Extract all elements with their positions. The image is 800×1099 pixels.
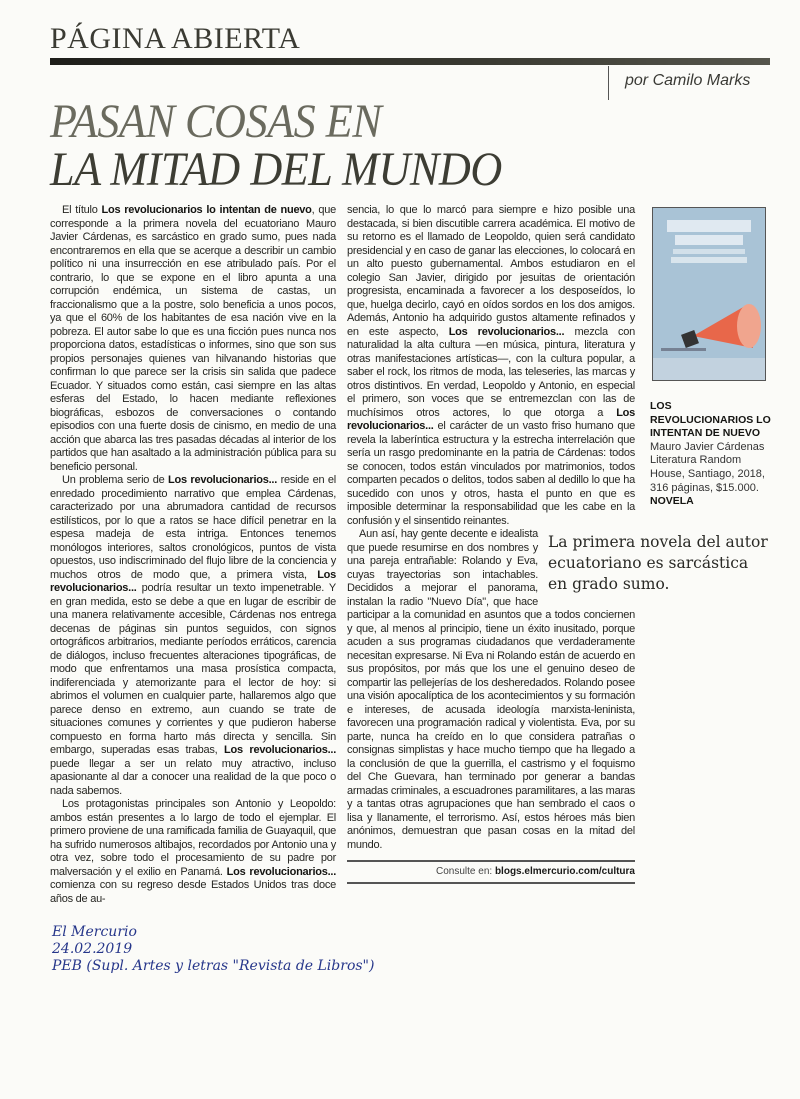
paragraph-text: podría resultar un texto impenetrable. Y en gran medida, esto se debe a que en lugar de escribir de una manera relativamente accesible, Cárdenas nos entrega decenas de páginas sin puntos seguidos, con signos ortográficos arbitrarios, mediante períodos erráticos, carencia de diálogos, incluso frecuentes alteraciones tipográficas, de modo que enfrentamos una masa prosística compacta, indiferenciada y atemorizante para el lector de hoy: si abrimos el volumen en cualquier parte, hallaremos algo que parece denso en extremo, aun cuando se trate de situaciones comunes y corrientes y que pudieron haberse compuesto en forma harto más directa y sencilla. Sin embargo, superadas esas trabas, [50,582,336,756]
article-paragraph [50,474,336,798]
book-genre: NOVELA [650,495,694,508]
paragraph-text: el carácter de un vasto friso humano que revela la laberíntica estructura y la estrecha interrelación que sería un rasgo predominante en la patria de Cárdenas: todos se conocen, todos están vinculados por matrimonios, todos comparten pecados o delitos, todos saben al dedillo lo que ha sucedido con unos y otros, hasta el punto en que es imposible determinar la responsabilidad que les cabe en la confusión y el sinsentido reinantes. [347,420,635,527]
handwritten-line-3: PEB (Supl. Artes y letras "Revista de Libros") [52,958,375,974]
section-title: PÁGINA ABIERTA [50,22,301,55]
byline: por Camilo Marks [625,72,751,89]
book-title: LOS REVOLUCIONARIOS LO INTENTAN DE NUEVO [650,400,771,440]
book-title-mention: Los revolucionarios... [50,568,336,594]
article-paragraph [347,528,768,852]
consult-label: Consulte en: [436,866,493,877]
book-title-mention: Los revolucionarios... [347,406,635,432]
book-title-mention: Los revolucionarios... [224,744,336,756]
article-paragraph [347,204,635,528]
header-rule [50,58,770,65]
article-paragraph [50,798,336,906]
article-body [50,204,770,975]
handwritten-line-1: El Mercurio [52,924,137,940]
paragraph-text: sencia, lo que lo marcó para siempre e hizo posible una destacada, si bien discutible carrera académica. El motivo de su retorno es el llamado de Leopoldo, quien será candidato presidencial y en caso de ganar las elecciones, lo colocará en un alto puesto gubernamental. Ambos estudiaron en el colegio San Javier, dirigido por jesuitas de orientación progresista, encaminada a favorecer a los desposeídos, lo que, huelga decirlo, cayó en oídos sordos en los dos amigos. Además, Antonio ha adquirido gustos altamente refinados y en este aspecto, [347,204,635,338]
consult-rule-bottom [347,882,635,884]
book-title-mention: Los revolucionarios... [226,865,337,878]
handwritten-line-2: 24.02.2019 [52,941,133,957]
pull-quote: La primera novela del autor ecuatoriano es sarcástica en grado sumo. [548,533,768,593]
book-title-mention: Los revolucionarios... [168,474,278,486]
paragraph-text: reside en el enredado procedimiento narrativo que emplea Cárdenas, caracterizado por una abrumadora cantidad de recursos estilísticos, por lo que a ratos se hace difícil penetrar en la espesa madeja de esta intriga. Entonces tenemos monólogos interiores, saltos cronológicos, puntos de vista opuestos, uso indiscriminado del flujo libre de la conciencia y muchos otros de modo que, a primera vista, [50,474,336,581]
paragraph-text: mezcla con naturalidad la alta cultura —en música, pintura, literatura y otras manifestaciones artísticas—, con la cultura popular, a saber el rock, los ritmos de moda, las teleseries, las marcas y otros distintivos. En verdad, Leopoldo y Antonio, en especial el primero, son voces que se entremezclan con las de muchísimos otros actores, lo que otorga a [347,325,635,419]
headline-line-2: LA MITAD DEL MUNDO [50,143,502,196]
handwritten-note [52,924,770,975]
article-paragraph [50,204,336,474]
byline-divider [608,66,609,100]
book-author: Mauro Javier Cárdenas [650,440,765,453]
book-title-mention: Los revolucionarios... [448,325,565,338]
consult-url[interactable]: blogs.elmercurio.com/cultura [494,866,635,877]
article-column-1 [50,204,336,906]
paragraph-text: comienza con su regreso desde Estados Unidos tras doce años de au- [50,879,336,905]
paragraph-text: puede llegar a ser un relato muy atractivo, incluso apasionante al dar a conocer una realidad de la que poco o nada sabemos. [50,757,336,797]
book-publisher: Literatura Random House, Santiago, 2018, 316 páginas, $15.000. [650,454,765,494]
paragraph-text: , que corresponde a la primera novela del ecuatoriano Mauro Javier Cárdenas, es sarcástico en grado sumo, pues nada encontraremos en ella que se acerque a describir un cambio político ni una insurrección en ese atribulado país. Por el contrario, lo que se expone en el libro apunta a una corrupción endémica, un sistema de castas, un fraccionalismo que a la postre, solo beneficia a unos pocos, ya que el 60% de los habitantes de esa nación vive en la pobreza. El autor sabe lo que es una ficción pues nunca nos proporciona datos, estadísticas o informes, sino que son sus propios personajes quienes van hilvanando historias que confirman lo que parece ser la crisis sin salida que padece Ecuador. Y situados como están, casi siempre en las altas esferas del Estado, lo hacen mediante reflexiones biográficas, esbozos de conversaciones o contando episodios con una fuerte dosis de cinismo, en medio de una acción que abarca las tres pasadas décadas al interior de los partidos que han asaltado a la administración pública para su beneficio personal. [50,204,336,473]
book-title-mention: Los revolucionarios lo intentan de nuevo [101,204,312,216]
consult-line [347,862,635,882]
paragraph-text: Un problema serio de [62,474,169,486]
headline-line-1: PASAN COSAS EN [50,95,382,148]
headline [50,95,502,196]
paragraph-text: Los protagonistas principales son Antonio y Leopoldo: ambos están presentes a lo largo de todo el ejemplar. El primero proviene de una ramificada familia de Guayaquil, que ha sufrido numerosos altibajos, recordados por Antonio una y otra vez, sobre todo el procesamiento de su padre por malversación y el exilio en Panamá. [50,798,336,878]
paragraph-text: El título [62,204,102,216]
paragraph-text: Aun así, hay gente decente e idealista que puede resumirse en dos nombres y una pareja entrañable: Rolando y Eva, cuyas trayectorias son intachables. Decididos a mejorar el panorama, instalan la radio "Nuevo Día", que hace participar a la comunidad en asuntos que a todos conciernen y que, al menos al principio, tiene un éxito inusitado, porque acuden a sus programas ciudadanos que verdaderamente necesitan expresarse. Ni Eva ni Rolando están de acuerdo en sus propósitos, por más que los une el genuino deseo de compartir las pellejerías de los desheredados. Rolando posee una visión apocalíptica de los acontecimientos y su formación e intereses, de acusada ideología marxista-leninista, favorecen una programación radical y violentista. Eva, por su parte, nunca ha creído en lo que considera patrañas o consignas simplistas y hace mucho tiempo que ha llegado a la conclusión de que la guerrilla, el castrismo y el foquismo del Che Guevara, han terminado por generar a bandas armadas criminales, a escuadrones paramilitares, a las maras y a tantas otras agrupaciones que han sembrado el caos o lisa y llanamente, el terrorismo. Así, estos héroes más bien anónimos, demuestran que pasan cosas en la mitad del mundo. [347,528,635,851]
